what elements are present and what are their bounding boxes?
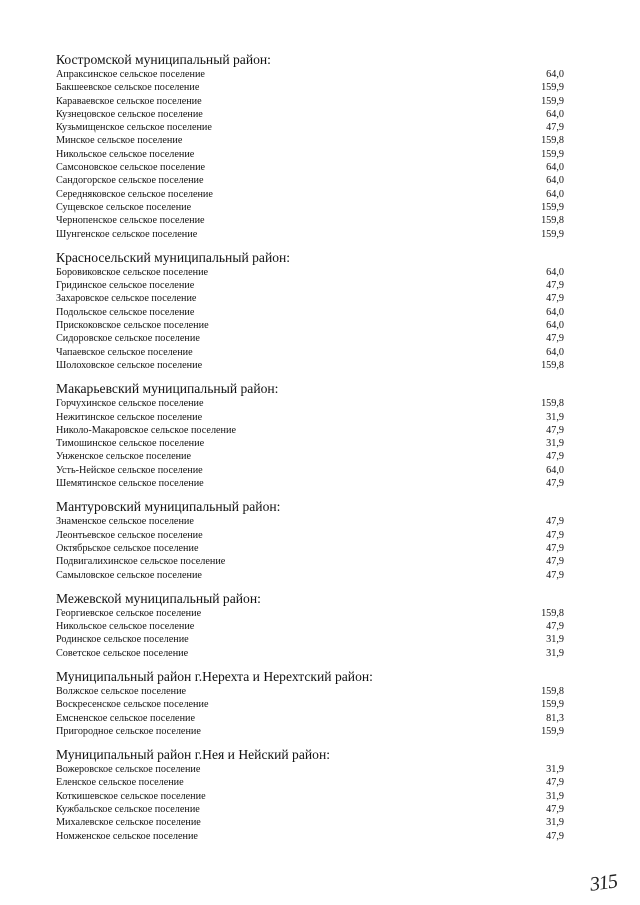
settlement-name: Никольское сельское поселение xyxy=(56,621,195,633)
settlement-name: Гридинское сельское поселение xyxy=(56,280,195,292)
settlement-row xyxy=(56,647,564,660)
district-section xyxy=(56,747,564,843)
settlement-value: 64,0 xyxy=(546,188,564,200)
settlement-row xyxy=(56,266,564,279)
settlement-value: 47,9 xyxy=(546,529,564,541)
settlement-row xyxy=(56,790,564,803)
settlement-row xyxy=(56,346,564,359)
settlement-row xyxy=(56,68,564,81)
settlement-value: 159,9 xyxy=(541,228,564,240)
settlement-name: Леонтьевское сельское поселение xyxy=(56,529,203,541)
settlement-name: Шунгенское сельское поселение xyxy=(56,228,198,240)
settlement-value: 159,9 xyxy=(541,201,564,213)
settlement-name: Никольское сельское поселение xyxy=(56,148,195,160)
page-number: 315 xyxy=(588,870,619,896)
settlement-row xyxy=(56,698,564,711)
district-list xyxy=(56,52,564,852)
settlement-row xyxy=(56,830,564,843)
settlement-value: 47,9 xyxy=(546,556,564,568)
settlement-row xyxy=(56,174,564,187)
district-title: Красносельский муниципальный район: xyxy=(56,249,291,265)
settlement-value: 47,9 xyxy=(546,621,564,633)
settlement-row xyxy=(56,424,564,437)
settlement-name: Сандогорское сельское поселение xyxy=(56,175,204,187)
settlement-row xyxy=(56,81,564,94)
settlement-row xyxy=(56,228,564,241)
settlement-row xyxy=(56,633,564,646)
settlement-value: 47,9 xyxy=(546,478,564,490)
settlement-value: 64,0 xyxy=(546,320,564,332)
settlement-value: 31,9 xyxy=(546,817,564,829)
district-section xyxy=(56,669,564,738)
settlement-value: 159,9 xyxy=(541,148,564,160)
district-section xyxy=(56,591,564,660)
settlement-row xyxy=(56,397,564,410)
settlement-value: 159,8 xyxy=(541,215,564,227)
settlement-name: Бакшеевское сельское поселение xyxy=(56,82,200,94)
settlement-name: Шолоховское сельское поселение xyxy=(56,359,203,371)
settlement-value: 47,9 xyxy=(546,804,564,816)
settlement-value: 64,0 xyxy=(546,108,564,120)
settlement-value: 47,9 xyxy=(546,293,564,305)
settlement-name: Михалевское сельское поселение xyxy=(56,817,201,829)
settlement-row xyxy=(56,620,564,633)
settlement-row xyxy=(56,134,564,147)
district-title: Костромской муниципальный район: xyxy=(56,52,271,67)
settlement-value: 47,9 xyxy=(546,333,564,345)
settlement-name: Тимошинское сельское поселение xyxy=(56,438,205,450)
settlement-name: Кужбальское сельское поселение xyxy=(56,804,200,816)
district-title: Межевской муниципальный район: xyxy=(56,590,261,606)
settlement-value: 31,9 xyxy=(546,411,564,423)
settlement-name: Самыловское сельское поселение xyxy=(56,569,202,581)
settlement-value: 31,9 xyxy=(546,790,564,802)
district-section xyxy=(56,52,564,241)
settlement-row xyxy=(56,685,564,698)
settlement-name: Сущевское сельское поселение xyxy=(56,201,192,213)
settlement-value: 81,3 xyxy=(546,712,564,724)
settlement-value: 47,9 xyxy=(546,569,564,581)
settlement-value: 159,8 xyxy=(541,359,564,371)
district-section xyxy=(56,250,564,372)
settlement-value: 159,8 xyxy=(541,398,564,410)
settlement-name: Прискоковское сельское поселение xyxy=(56,320,209,332)
settlement-name: Пригородное сельское поселение xyxy=(56,725,201,737)
settlement-name: Николо-Макаровское сельское поселение xyxy=(56,424,236,436)
settlement-value: 64,0 xyxy=(546,175,564,187)
settlement-name: Номженское сельское поселение xyxy=(56,830,198,842)
settlement-row xyxy=(56,555,564,568)
settlement-name: Боровиковское сельское поселение xyxy=(56,266,209,278)
settlement-name: Апраксинское сельское поселение xyxy=(56,69,205,80)
settlement-row xyxy=(56,411,564,424)
settlement-value: 47,9 xyxy=(546,424,564,436)
settlement-value: 31,9 xyxy=(546,634,564,646)
settlement-name: Октябрьское сельское поселение xyxy=(56,542,199,554)
settlement-name: Сидоровское сельское поселение xyxy=(56,333,200,345)
settlement-value: 31,9 xyxy=(546,764,564,776)
settlement-row xyxy=(56,464,564,477)
settlement-row xyxy=(56,332,564,345)
settlement-value: 64,0 xyxy=(546,464,564,476)
district-title: Муниципальный район г.Нерехта и Нерехтский район: xyxy=(56,668,373,684)
settlement-value: 47,9 xyxy=(546,122,564,134)
settlement-row xyxy=(56,279,564,292)
settlement-row xyxy=(56,108,564,121)
settlement-name: Воскресенское сельское поселение xyxy=(56,699,209,711)
settlement-value: 64,0 xyxy=(546,162,564,174)
district-title: Мантуровский муниципальный район: xyxy=(56,499,281,515)
settlement-name: Советское сельское поселение xyxy=(56,647,189,659)
settlement-value: 47,9 xyxy=(546,516,564,528)
settlement-name: Георгиевское сельское поселение xyxy=(56,607,202,619)
settlement-name: Емсненское сельское поселение xyxy=(56,712,195,724)
settlement-row xyxy=(56,477,564,490)
settlement-row xyxy=(56,725,564,738)
settlement-name: Знаменское сельское поселение xyxy=(56,516,194,528)
settlement-row xyxy=(56,201,564,214)
settlement-value: 64,0 xyxy=(546,266,564,278)
settlement-row xyxy=(56,529,564,542)
settlement-row xyxy=(56,450,564,463)
settlement-value: 31,9 xyxy=(546,438,564,450)
settlement-row xyxy=(56,803,564,816)
settlement-row xyxy=(56,121,564,134)
settlement-name: Усть-Нейское сельское поселение xyxy=(56,464,203,476)
settlement-value: 159,9 xyxy=(541,82,564,94)
settlement-value: 159,8 xyxy=(541,135,564,147)
settlement-name: Чапаевское сельское поселение xyxy=(56,346,193,358)
settlement-name: Коткишевское сельское поселение xyxy=(56,790,206,802)
settlement-row xyxy=(56,214,564,227)
settlement-name: Чернопенское сельское поселение xyxy=(56,215,205,227)
settlement-value: 47,9 xyxy=(546,830,564,842)
settlement-name: Подольское сельское поселение xyxy=(56,306,195,318)
settlement-name: Караваевское сельское поселение xyxy=(56,95,202,107)
settlement-value: 47,9 xyxy=(546,777,564,789)
settlement-name: Кузьмищенское сельское поселение xyxy=(56,122,212,134)
settlement-row xyxy=(56,569,564,582)
settlement-name: Унженское сельское поселение xyxy=(56,451,192,463)
district-title: Муниципальный район г.Нея и Нейский район: xyxy=(56,747,330,763)
settlement-row xyxy=(56,607,564,620)
settlement-name: Родинское сельское поселение xyxy=(56,634,189,646)
settlement-row xyxy=(56,161,564,174)
settlement-name: Кузнецовское сельское поселение xyxy=(56,108,203,120)
settlement-name: Шемятинское сельское поселение xyxy=(56,478,204,490)
settlement-name: Самсоновское сельское поселение xyxy=(56,162,206,174)
settlement-row xyxy=(56,95,564,108)
settlement-row xyxy=(56,188,564,201)
settlement-value: 64,0 xyxy=(546,346,564,358)
settlement-name: Еленское сельское поселение xyxy=(56,777,184,789)
settlement-row xyxy=(56,359,564,372)
settlement-row xyxy=(56,292,564,305)
settlement-value: 159,9 xyxy=(541,725,564,737)
settlement-value: 159,9 xyxy=(541,699,564,711)
settlement-name: Вожеровское сельское поселение xyxy=(56,764,201,776)
settlement-value: 159,8 xyxy=(541,685,564,697)
settlement-value: 47,9 xyxy=(546,451,564,463)
settlement-row xyxy=(56,542,564,555)
settlement-name: Волжское сельское поселение xyxy=(56,685,187,697)
settlement-value: 31,9 xyxy=(546,647,564,659)
settlement-value: 64,0 xyxy=(546,306,564,318)
district-title: Макарьевский муниципальный район: xyxy=(56,381,279,397)
settlement-name: Горчухинское сельское поселение xyxy=(56,398,204,410)
settlement-row xyxy=(56,712,564,725)
settlement-row xyxy=(56,763,564,776)
settlement-value: 47,9 xyxy=(546,542,564,554)
settlement-row xyxy=(56,776,564,789)
settlement-value: 47,9 xyxy=(546,280,564,292)
settlement-name: Захаровское сельское поселение xyxy=(56,293,197,305)
settlement-name: Подвигалихинское сельское поселение xyxy=(56,556,226,568)
settlement-name: Минское сельское поселение xyxy=(56,135,183,147)
settlement-row xyxy=(56,148,564,161)
settlement-value: 159,9 xyxy=(541,95,564,107)
settlement-row xyxy=(56,437,564,450)
settlement-row xyxy=(56,816,564,829)
settlement-value: 159,8 xyxy=(541,607,564,619)
settlement-name: Середняковское сельское поселение xyxy=(56,188,213,200)
settlement-row xyxy=(56,306,564,319)
settlement-row xyxy=(56,319,564,332)
district-section xyxy=(56,381,564,490)
settlement-row xyxy=(56,515,564,528)
settlement-value: 64,0 xyxy=(546,69,564,80)
settlement-name: Нежитинское сельское поселение xyxy=(56,411,203,423)
district-section xyxy=(56,499,564,581)
